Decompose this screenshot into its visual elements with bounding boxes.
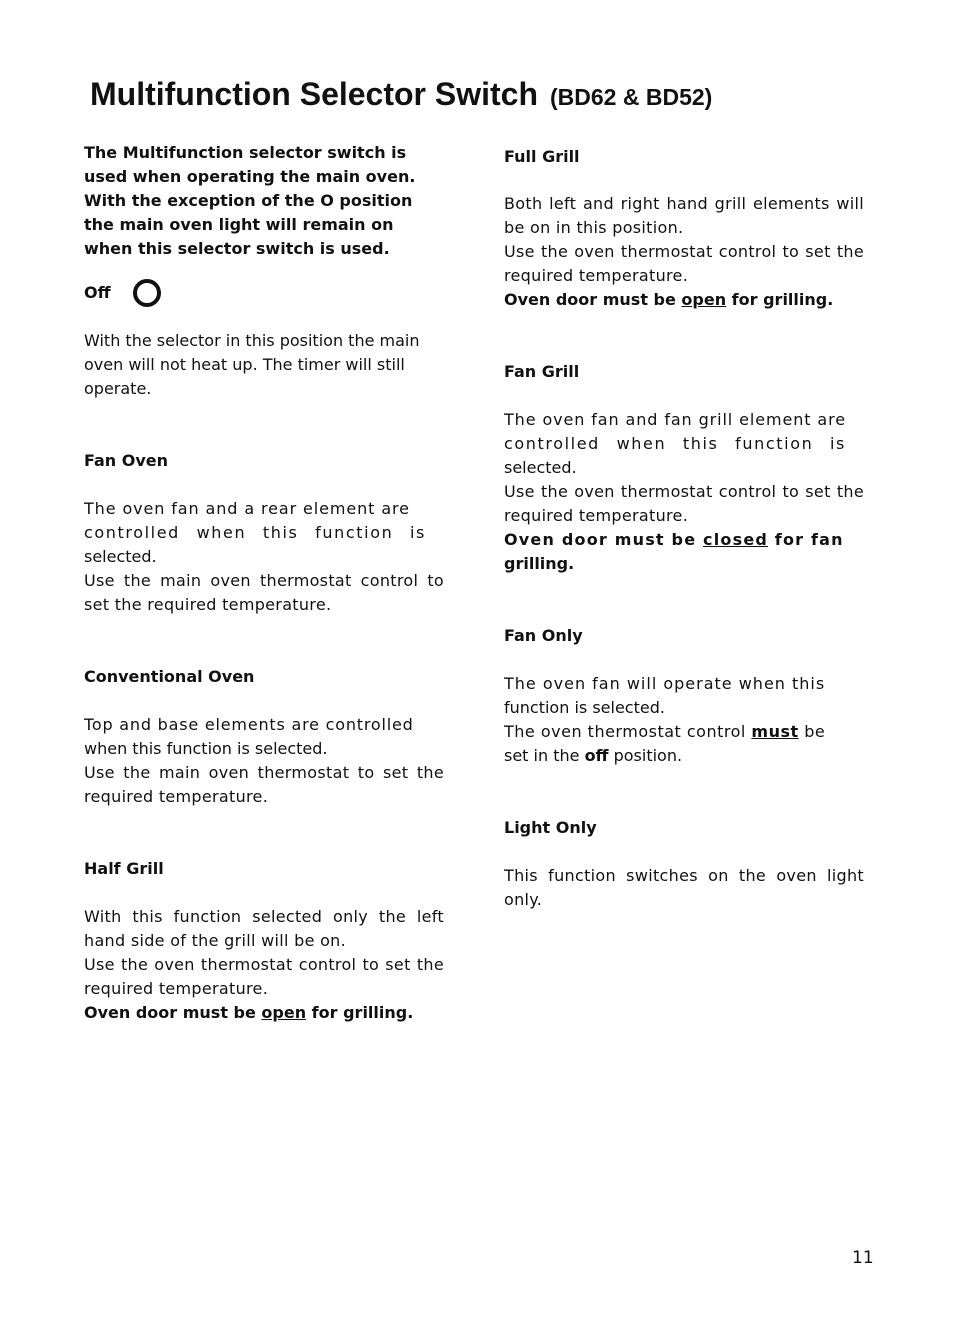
fan-only-line-1: The oven fan will operate when this [504,674,826,693]
fan-grill-note-pre: Oven door must be [504,530,704,549]
full-grill-note-pre: Oven door must be [504,290,682,309]
fan-oven-line-2: controlled when this function is [84,523,426,542]
full-grill-note-open: open [681,290,727,309]
full-grill-description [504,192,864,312]
fan-grill-line-1: The oven fan and fan grill element are [504,410,846,429]
fan-oven-description [84,497,444,617]
full-grill-text-1: Both left and right hand grill elements will be on in this position. [504,194,864,237]
off-text: With the selector in this position the main oven will not heat up. The timer will still operate. [84,331,420,398]
page-number: 11 [852,1248,874,1268]
fan-only-t-post: position. [608,746,683,765]
page-title [90,76,712,113]
conventional-oven-line-2: when this function is selected. [84,739,328,758]
full-grill-note [504,288,864,312]
circle-icon [133,279,161,307]
fan-only-t-pre: The oven thermostat control [504,722,752,741]
full-grill-heading: Full Grill [504,147,580,166]
off-heading: Off [84,283,111,302]
half-grill-note-pre: Oven door must be [84,1003,262,1022]
fan-only-must: must [751,722,799,741]
fan-only-t-mid: be [798,722,826,741]
conventional-oven-line-1: Top and base elements are controlled [84,715,414,734]
title-models: (BD62 & BD52) [550,84,713,110]
half-grill-note [84,1001,444,1025]
fan-grill-text-2: Use the oven thermostat control to set the required temperature. [504,482,864,525]
half-grill-description [84,905,444,1025]
fan-oven-line-1: The oven fan and a rear element are [84,499,410,518]
fan-grill-note-line-2: grilling. [504,554,575,573]
left-column [84,141,444,1025]
conventional-oven-description [84,713,444,809]
fan-grill-line-2: controlled when this function is [504,434,846,453]
off-heading-row [84,279,444,307]
light-only-text: This function switches on the oven light only. [504,866,864,909]
half-grill-text-1: With this function selected only the left hand side of the grill will be on. [84,907,444,950]
full-grill-note-post: for grilling. [726,290,834,309]
fan-only-line-2: function is selected. [504,698,665,717]
half-grill-note-post: for grilling. [306,1003,414,1022]
title-main: Multifunction Selector Switch [90,76,539,112]
light-only-heading: Light Only [504,818,597,837]
fan-grill-note-post: for fan [768,530,844,549]
fan-grill-line-3: selected. [504,458,577,477]
fan-grill-description [504,408,864,576]
fan-oven-text-2: Use the main oven thermostat control to set the required temperature. [84,571,444,614]
right-column [504,145,864,912]
fan-grill-note-closed: closed [703,530,769,549]
half-grill-heading: Half Grill [84,859,164,878]
fan-only-thermostat-line [504,720,864,744]
fan-grill-note [504,528,864,552]
fan-only-heading: Fan Only [504,626,583,645]
fan-oven-heading: Fan Oven [84,451,169,470]
intro-text: The Multifunction selector switch is used when operating the main oven. With the exception of the O position the main oven light will remain on when this selector switch is used. [84,143,416,258]
fan-only-description [504,672,864,768]
fan-only-position-line [504,744,864,768]
conventional-oven-text-2: Use the main oven thermostat to set the required temperature. [84,763,444,806]
fan-oven-line-3: selected. [84,547,157,566]
fan-grill-heading: Fan Grill [504,362,580,381]
fan-only-t-pre2: set in the [504,746,585,765]
half-grill-text-2: Use the oven thermostat control to set the required temperature. [84,955,444,998]
fan-only-off: off [584,746,609,765]
full-grill-text-2: Use the oven thermostat control to set the required temperature. [504,242,864,285]
half-grill-note-open: open [261,1003,307,1022]
conventional-oven-heading: Conventional Oven [84,667,255,686]
